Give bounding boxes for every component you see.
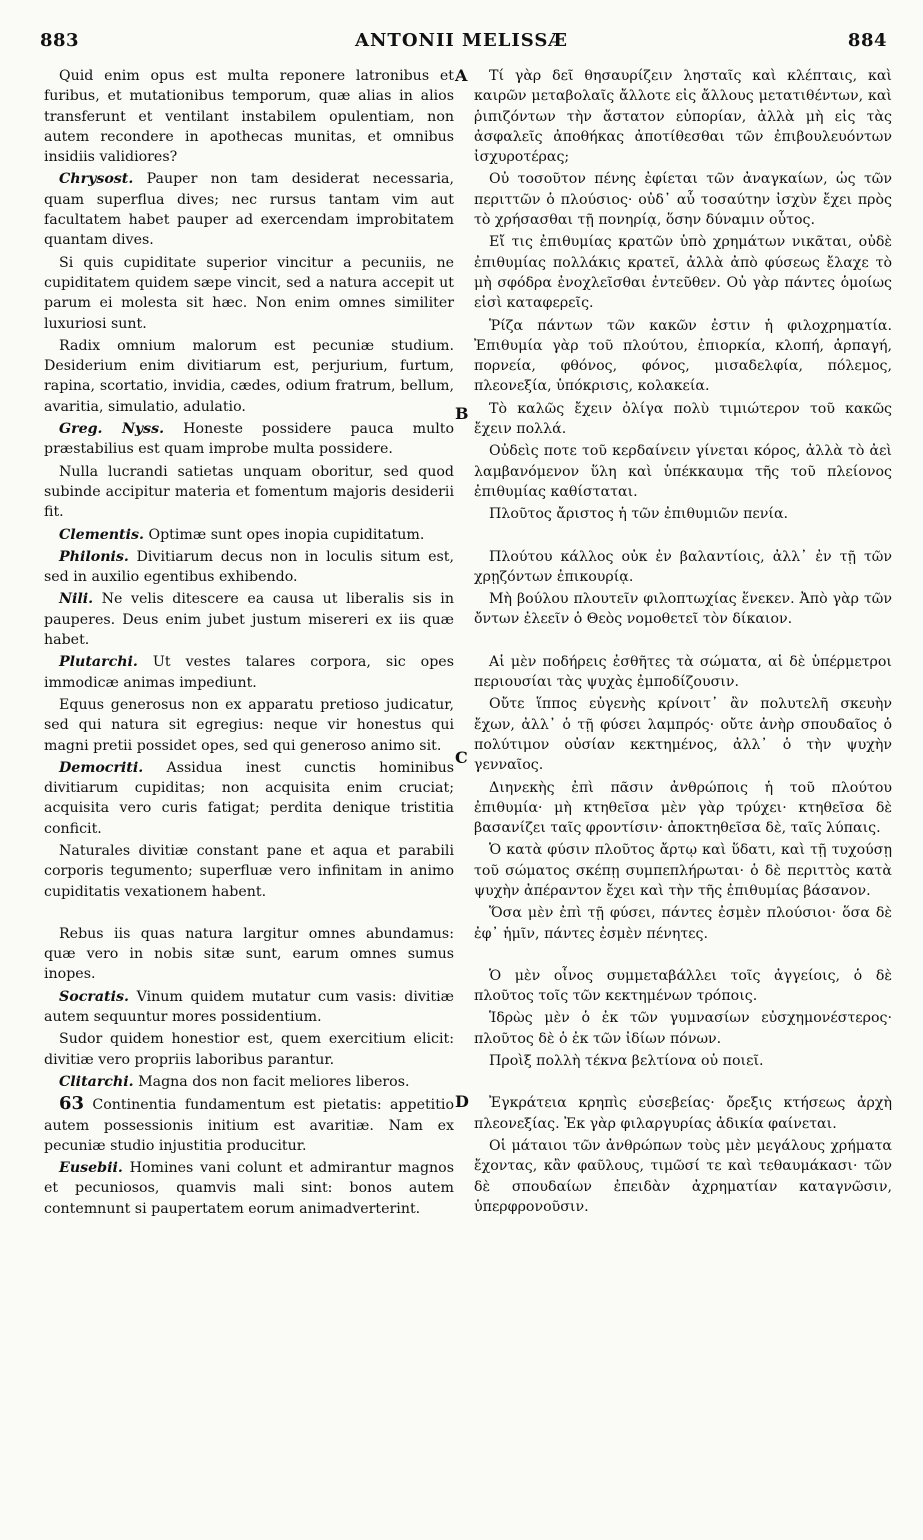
- paragraph-text: Magna dos non facit meliores liberos.: [133, 1073, 410, 1090]
- latin-paragraph: [44, 66, 454, 167]
- paragraph-text: Οὐδεὶς ποτε τοῦ κερδαίνειν γίνεται κόρος, ἀλλὰ τὸ ἀεὶ λαμβανόμενον ὕλη καὶ ὑπέκκαυμα τῆς τοῦ πλείονος ἐπιθυμίας καθίσταται.: [474, 443, 892, 500]
- greek-paragraph: [474, 1051, 892, 1071]
- source-attribution: Democriti.: [59, 759, 144, 776]
- paragraph-text: Διηνεκὴς ἐπὶ πᾶσιν ἀνθρώποις ἡ τοῦ πλούτου ἐπιθυμία· μὴ κτηθεῖσα μὲν γὰρ τρύχει· κτηθεῖσα δὲ βασανίζει ταῖς φροντίσιν· ἀποκτηθεῖσα δὲ, ταῖς λύπαις.: [474, 779, 892, 837]
- paragraph-text: Radix omnium malorum est pecuniæ studium. Desiderium enim divitiarum est, perjurium, furtum, rapina, scortatio, invidia, cædes, odium fratrum, bellum, avaritia, simulatio, adulatio.: [44, 337, 454, 415]
- paragraph-text: Ὁ μὲν οἶνος συμμεταβάλλει τοῖς ἀγγείοις, ὁ δὲ πλοῦτος τοῖς τῶν κεκτημένων τρόποις.: [474, 967, 892, 1005]
- paragraph-text: Προὶξ πολλὴ τέκνα βελτίονα οὐ ποιεῖ.: [489, 1053, 764, 1070]
- paragraph-text: Οὔτε ἵππος εὐγενὴς κρίνοιτ᾽ ἂν πολυτελῆ σκευὴν ἔχων, ἀλλ᾽ ὁ τῇ φύσει λαμπρός· οὔτε ἀνὴρ σπουδαῖος ὁ πολύτιμον οὐσίαν κεκτημένος, ἀλλ᾽ ὁ τὴν ψυχὴν γενναῖος.: [474, 696, 892, 774]
- greek-paragraph: [474, 1136, 892, 1217]
- latin-paragraph: [44, 336, 454, 417]
- latin-paragraph: [44, 695, 454, 756]
- paragraph-text: Τί γὰρ δεῖ θησαυρίζειν λησταῖς καὶ κλέπταις, καὶ καιρῶν μεταβολαῖς ἄλλοτε εἰς ἄλλους μετατιθέντων, καὶ ῥιπιζόντων τὴν ἄστατον εὐπορίαν, ἀλλὰ μὴ εἰς τὰς ἀσφαλεῖς ἀποθήκας ἀποτίθεσθαι τῶν ἐπιβουλευόντων ἰσχυροτέρας;: [474, 68, 892, 166]
- greek-column: [474, 66, 892, 1219]
- paragraph-text: Nulla lucrandi satietas unquam oboritur, sed quod subinde accipitur materia et fomentum majoris desiderii fit.: [44, 463, 454, 521]
- section-number: 63: [59, 1093, 85, 1115]
- latin-paragraph: [44, 987, 454, 1028]
- latin-paragraph: [44, 547, 454, 588]
- greek-paragraph: [474, 694, 892, 775]
- paragraph-text: Αἱ μὲν ποδήρεις ἐσθῆτες τὰ σώματα, αἱ δὲ ὑπέρμετροι περιουσίαι τὰς ψυχὰς ἐμποδίζουσιν.: [474, 653, 892, 691]
- paragraph-text: Rebus iis quas natura largitur omnes abundamus: quæ vero in nobis sitæ sunt, earum omnes sumus inopes.: [44, 925, 454, 983]
- paragraph-text: Εἴ τις ἐπιθυμίας κρατῶν ὑπὸ χρημάτων νικᾶται, οὐδὲ ἐπιθυμίας πολλάκις κρατεῖ, ἀλλὰ ἀπὸ φύσεως ἔλαχε τὸ μὴ σφόδρα ἐνοχλεῖσθαι ἐντεῦθεν. Οὐ γὰρ πάντες ὁμοίως εἰσὶ καταφερεῖς.: [474, 234, 892, 312]
- greek-paragraph: [474, 399, 892, 440]
- greek-paragraph: [474, 903, 892, 944]
- paragraph-text: Πλούτου κάλλος οὐκ ἐν βαλαντίοις, ἀλλ᾽ ἐν τῇ τῶν χρῃζόντων ἐπικουρίᾳ.: [474, 548, 892, 585]
- paragraph-text: Ne velis ditescere ea causa ut liberalis sis in pauperes. Deus enim jubet justum misereri ex iis quæ habet.: [44, 591, 454, 649]
- latin-paragraph: [44, 758, 454, 839]
- latin-paragraph: [44, 169, 454, 250]
- greek-paragraph: [474, 966, 892, 1007]
- margin-marker-d: D: [455, 1092, 469, 1111]
- latin-column: [44, 66, 454, 1221]
- running-title: ANTONII MELISSÆ: [355, 30, 568, 51]
- paragraph-text: Ὅσα μὲν ἐπὶ τῇ φύσει, πάντες ἐσμὲν πλούσιοι· ὅσα δὲ ἐφ᾽ ἡμῖν, πάντες ἐσμὲν πένητες.: [474, 905, 892, 942]
- source-attribution: Nili.: [59, 591, 94, 608]
- paragraph-text: Ἐγκράτεια κρηπὶς εὐσεβείας· ὄρεξις κτήσεως ἀρχὴ πλεονεξίας. Ἐκ γὰρ φιλαργυρίας ἀδικία φαίνεται.: [474, 1095, 892, 1132]
- greek-paragraph: [474, 547, 892, 588]
- greek-paragraph: [474, 589, 892, 630]
- margin-marker-c: C: [455, 748, 468, 767]
- source-attribution: Eusebii.: [59, 1160, 123, 1177]
- paragraph-text: Homines vani colunt et admirantur magnos et pecuniosos, quamvis mali sint: bonos autem contemnunt si paupertatem eorum animadverterint.: [44, 1160, 454, 1217]
- source-attribution: Clitarchi.: [59, 1073, 134, 1090]
- paragraph-text: Ὁ κατὰ φύσιν πλοῦτος ἄρτῳ καὶ ὕδατι, καὶ τῇ τυχούσῃ τοῦ σώματος σκέπῃ συμπεπλήρωται· ὁ δὲ περιττὸς κατὰ ψυχὴν ἀπέραντον ἔχει καὶ τὴν τῆς ἐπιθυμίας βάσανον.: [474, 842, 892, 899]
- paragraph-text: Τὸ καλῶς ἔχειν ὀλίγα πολὺ τιμιώτερον τοῦ κακῶς ἔχειν πολλά.: [474, 400, 892, 438]
- paragraph-text: Equus generosus non ex apparatu pretioso judicatur, sed qui natura sit egregius: neque vir honestus qui magni pretii possidet opes, sed qui generoso animo sit.: [44, 696, 454, 754]
- margin-marker-a: A: [455, 66, 468, 85]
- greek-paragraph: [474, 316, 892, 397]
- latin-paragraph: [44, 525, 454, 545]
- paragraph-text: Honeste possidere pauca multo præstabilius est quam improbe multa possidere.: [44, 421, 454, 458]
- source-attribution: Greg. Nyss.: [59, 421, 165, 438]
- margin-marker-b: B: [455, 404, 469, 423]
- greek-paragraph: [474, 652, 892, 693]
- paragraph-text: Si quis cupiditate superior vincitur a pecuniis, ne cupiditatem quidem sæpe vincit, sed a natura accepit ut parum ei molesta sit hæc. Non enim omnes similiter luxuriosi sunt.: [44, 254, 454, 332]
- paragraph-text: Ut vestes talares corpora, sic opes immodicæ animas impediunt.: [44, 654, 454, 691]
- page-number-right: 884: [847, 30, 887, 51]
- greek-paragraph: [474, 1093, 892, 1134]
- source-attribution: Clementis.: [59, 526, 144, 543]
- paragraph-text: Μὴ βούλου πλουτεῖν φιλοπτωχίας ἕνεκεν. Ἀπὸ γὰρ τῶν ὄντων ἐλεεῖν ὁ Θεὸς νομοθετεῖ τὸν δίκαιον.: [474, 591, 892, 628]
- greek-paragraph: [474, 169, 892, 230]
- source-attribution: Socratis.: [59, 988, 129, 1005]
- greek-paragraph: [474, 441, 892, 502]
- paragraph-text: Assidua inest cunctis hominibus divitiarum cupiditas; non acquisita enim cruciat; acquisita vero curis fatigat; perdita denique tristitia conficit.: [44, 759, 454, 837]
- paragraph-text: Vinum quidem mutatur cum vasis: divitiæ autem sequuntur mores possidentium.: [44, 988, 454, 1026]
- paragraph-text: Continentia fundamentum est pietatis: appetitio autem possessionis initium est avaritiæ. Nam ex pecuniæ studio injustitia producitur.: [44, 1097, 454, 1154]
- paragraph-text: Ῥίζα πάντων τῶν κακῶν ἐστιν ἡ φιλοχρηματία. Ἐπιθυμία γὰρ τοῦ πλούτου, ἐπιορκία, κλοπή, ἁρπαγή, πορνεία, φθόνος, φόνος, μισαδελφία, πόλεμος, πλεονεξία, ὑπόκρισις, κολακεία.: [474, 317, 892, 395]
- paragraph-text: Optimæ sunt opes inopia cupiditatum.: [143, 526, 425, 543]
- paragraph-text: Divitiarum decus non in loculis situm est, sed in auxilio egentibus exhibendo.: [44, 548, 454, 586]
- latin-paragraph: [44, 1072, 454, 1092]
- page-number-left: 883: [40, 30, 80, 51]
- paragraph-text: Πλοῦτος ἄριστος ἡ τῶν ἐπιθυμιῶν πενία.: [489, 506, 789, 523]
- latin-paragraph: [44, 1094, 454, 1156]
- greek-paragraph: [474, 1008, 892, 1049]
- latin-paragraph: [44, 841, 454, 902]
- greek-paragraph: [474, 778, 892, 839]
- latin-paragraph: [44, 253, 454, 334]
- latin-paragraph: [44, 652, 454, 693]
- source-attribution: Chrysost.: [59, 171, 134, 188]
- paragraph-text: Οἱ μάταιοι τῶν ἀνθρώπων τοὺς μὲν μεγάλους χρήματα ἔχοντας, κἂν φαῦλους, τιμῶσί τε καὶ τεθαυμάκασι· τῶν δὲ σπουδαίων ἐπειδὰν ἀχρηματίαν καταγνῶσιν, ὑπερφρονοῦσιν.: [474, 1137, 892, 1215]
- paragraph-text: Pauper non tam desiderat necessaria, quam superflua dives; nec rursus tantam vim aut facultatem habet pauper ad exercendam improbitatem quantam dives.: [44, 171, 454, 249]
- paragraph-text: Sudor quidem honestior est, quem exercitium elicit: divitiæ vero propriis laboribus parantur.: [44, 1031, 454, 1068]
- latin-paragraph: [44, 419, 454, 460]
- latin-paragraph: [44, 1029, 454, 1070]
- source-attribution: Philonis.: [59, 548, 129, 565]
- latin-paragraph: [44, 1158, 454, 1219]
- greek-paragraph: [474, 840, 892, 901]
- paragraph-text: Naturales divitiæ constant pane et aqua et parabili corporis tegumento; superfluæ vero infinitam in animo cupiditatis vexationem habent.: [44, 842, 454, 900]
- latin-paragraph: [44, 924, 454, 985]
- greek-paragraph: [474, 504, 892, 524]
- paragraph-text: Οὐ τοσοῦτον πένης ἐφίεται τῶν ἀναγκαίων, ὡς τῶν περιττῶν ὁ πλούσιος· οὐδ᾽ αὖ τοσαύτην ἰσχὺν ἔχει πρὸς τὸ χρήσασθαι τῇ πονηρίᾳ, ὅσην δύναμιν οὗτος.: [474, 171, 892, 229]
- latin-paragraph: [44, 462, 454, 523]
- greek-paragraph: [474, 232, 892, 313]
- source-attribution: Plutarchi.: [59, 654, 138, 671]
- paragraph-text: Ἱδρὼς μὲν ὁ ἐκ τῶν γυμνασίων εὐσχημονέστερος· πλοῦτος δὲ ὁ ἐκ τῶν ἰδίων πόνων.: [474, 1010, 892, 1047]
- paragraph-text: Quid enim opus est multa reponere latronibus et furibus, et mutationibus temporum, quæ alias in alios transferunt et ventilant instabilem opulentiam, non autem recondere in apothecas munitas, et omnibus insidiis validiores?: [44, 68, 454, 166]
- greek-paragraph: [474, 66, 892, 167]
- latin-paragraph: [44, 589, 454, 650]
